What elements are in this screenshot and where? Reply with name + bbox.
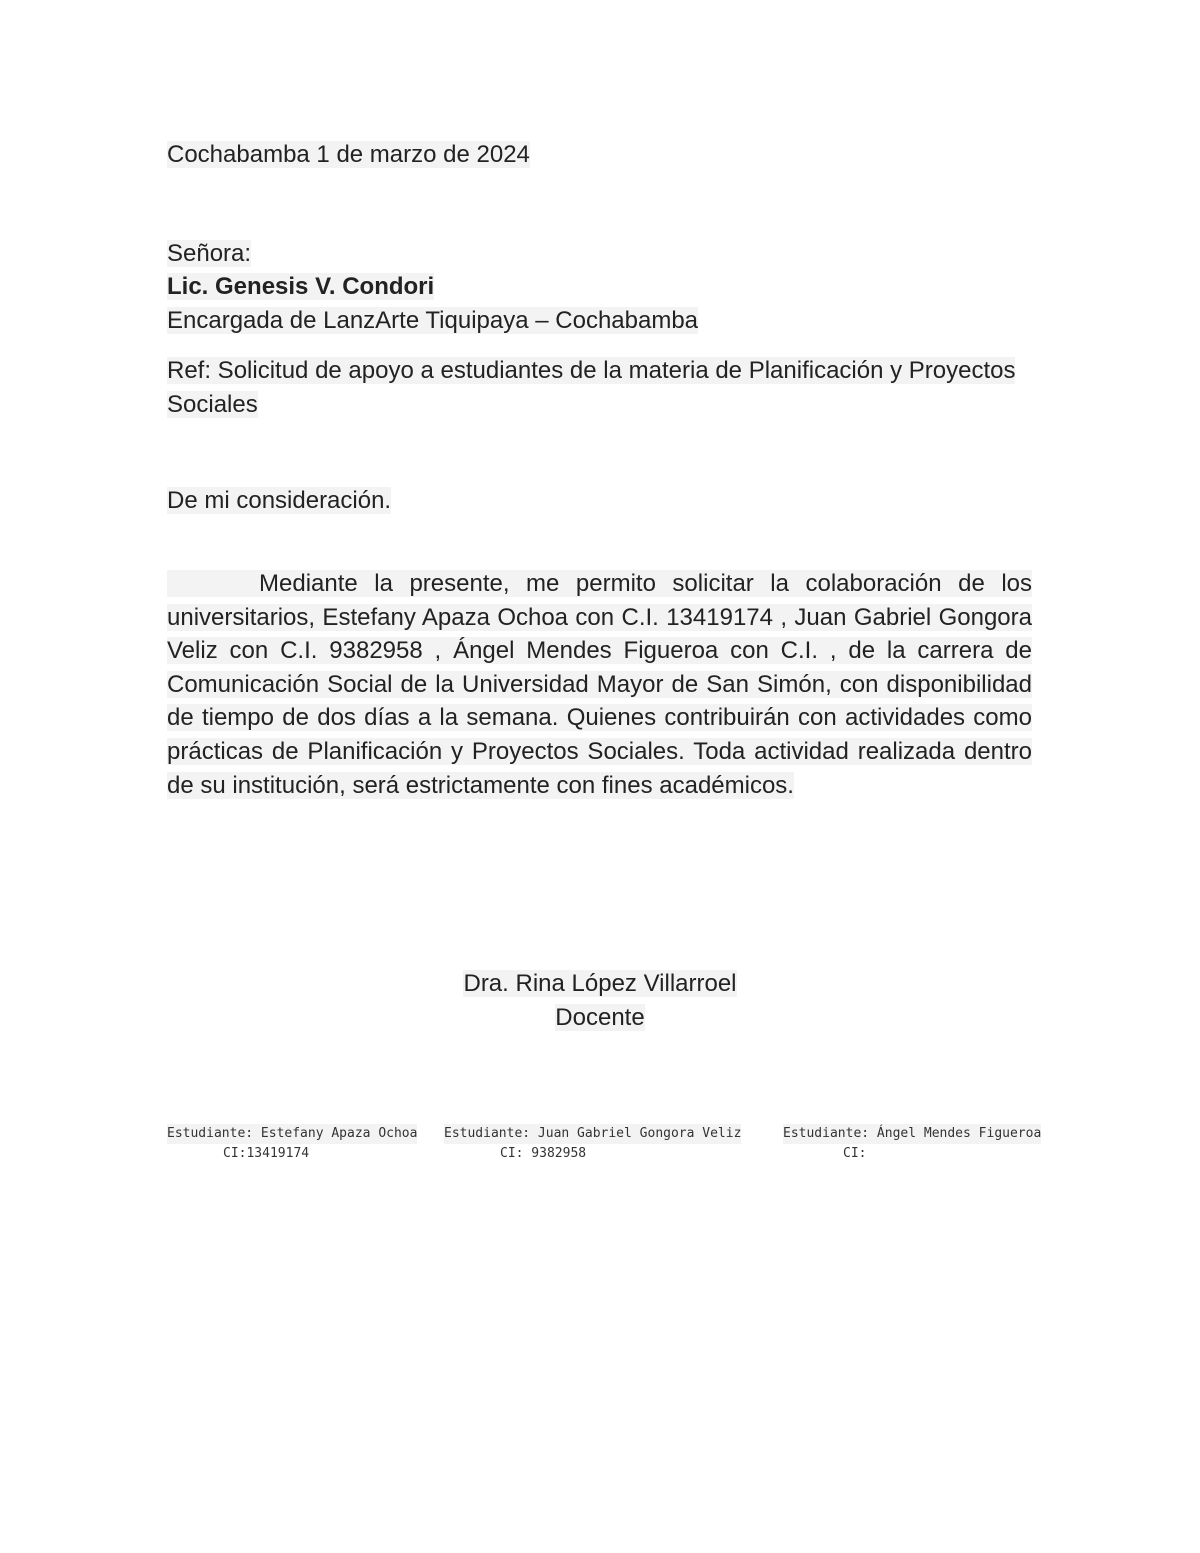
letter-body-text: Mediante la presente, me permito solicitar la colaboración de los universitarios, Estefany Apaza Ochoa con C.I. 13419174 , Juan Gabriel Gongora Veliz con C.I. 9382958 , Ángel Mendes Figueroa con C.I. , de la carrera de Comunicación Social de la Universidad Mayor de San Simón, con disponibilidad de tiempo de dos días a la semana. Quienes contribuirán con actividades como prácticas de Planificación y Proyectos Sociales. Toda actividad realizada dentro de su institución, será estrictamente con fines académicos. [167, 570, 1032, 799]
student-1-label: Estudiante: Estefany Apaza Ochoa [167, 1124, 417, 1144]
student-signature-1 [167, 1124, 467, 1161]
student-signature-2 [444, 1124, 744, 1161]
recipient-role-text: Encargada de LanzArte Tiquipaya – Cochabamba [167, 307, 699, 334]
student-signature-3 [783, 1124, 1083, 1161]
reference-text: Ref: Solicitud de apoyo a estudiantes de la materia de Planificación y Proyectos Sociales [167, 357, 1016, 418]
student-2-label: Estudiante: Juan Gabriel Gongora Veliz [444, 1124, 741, 1144]
greeting [167, 485, 391, 517]
salutation [167, 238, 251, 270]
letter-date-text: Cochabamba 1 de marzo de 2024 [167, 141, 530, 168]
student-1-ci: CI:13419174 [223, 1146, 310, 1161]
signatory-name [300, 968, 900, 1000]
student-3-label: Estudiante: Ángel Mendes Figueroa [783, 1124, 1041, 1144]
recipient-name [167, 271, 434, 303]
salutation-text: Señora: [167, 240, 252, 267]
letter-body [167, 567, 1032, 802]
student-2-ci: CI: 9382958 [500, 1146, 587, 1161]
signatory-title [300, 1002, 900, 1034]
reference-line [167, 354, 1027, 422]
recipient-role [167, 305, 698, 337]
student-3-ci: CI: [843, 1146, 867, 1161]
signatory-name-text: Dra. Rina López Villarroel [463, 970, 737, 997]
recipient-name-text: Lic. Genesis V. Condori [167, 273, 435, 300]
greeting-text: De mi consideración. [167, 487, 392, 514]
signatory-title-text: Docente [555, 1004, 645, 1031]
letter-date [167, 139, 530, 171]
